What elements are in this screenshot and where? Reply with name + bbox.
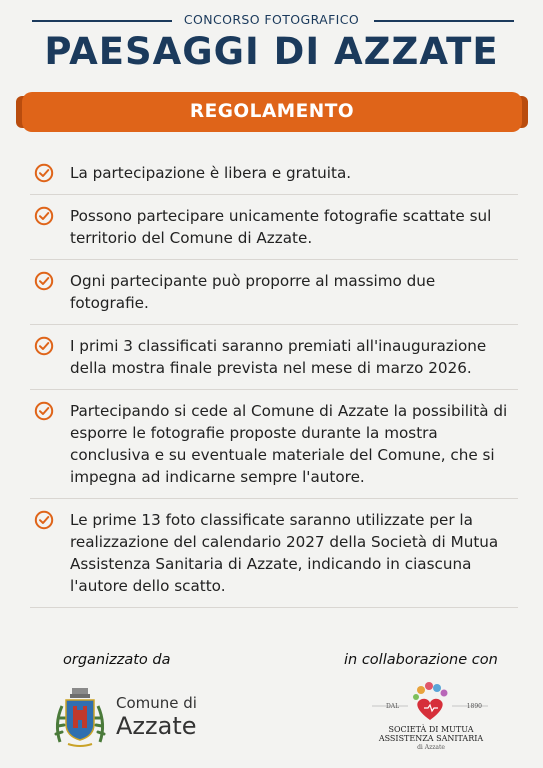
check-circle-icon [34,163,54,183]
rule-text: La partecipazione è libera e gratuita. [70,164,352,182]
rules-list [30,152,518,608]
rule-text: Possono partecipare unicamente fotografie scattate sul territorio del Comune di Azzate. [70,207,492,247]
rule-item [30,260,518,325]
rule-text: I primi 3 classificati saranno premiati all'inaugurazione della mostra finale prevista nel mese di marzo 2026. [70,337,487,377]
coat-of-arms-icon [50,684,110,750]
rule-text: Le prime 13 foto classificate saranno utilizzate per la realizzazione del calendario 2027 della Società di Mutua Assistenza Sanitaria di Azzate, indicando in ciascuna l'autore dello scatto. [70,511,499,595]
collaboration-label: in collaborazione con [344,652,498,668]
check-circle-icon [34,336,54,356]
azzate-label: Azzate [116,712,197,740]
regolamento-banner [22,92,522,132]
society-name-line2: ASSISTENZA SANITARIA [378,734,484,743]
societa-mutua-logo [366,680,496,752]
comune-label: Comune di [116,694,197,712]
rule-item [30,152,518,195]
rule-item [30,325,518,390]
rule-text: Partecipando si cede al Comune di Azzate la possibilità di esporre le fotografie proposte durante la mostra conclusiva e su eventuale materiale del Comune, che si impegna ad indicarne sempre l'autore. [70,402,508,486]
society-year: 1890 [466,703,482,710]
society-dal: DAL [386,703,400,710]
check-circle-icon [34,401,54,421]
subtitle-row [0,8,543,32]
divider-right [374,20,514,22]
society-name-line3: di Azzate [417,744,445,751]
check-circle-icon [34,510,54,530]
comune-azzate-logo [50,684,210,750]
rule-item [30,195,518,260]
contest-subtitle: CONCORSO FOTOGRAFICO [183,12,360,27]
banner-label: REGOLAMENTO [189,101,355,122]
page-title: PAESAGGI DI AZZATE [44,30,499,73]
society-name-line1: SOCIETÀ DI MUTUA [388,725,474,734]
rule-text: Ogni partecipante può proporre al massimo due fotografie. [70,272,436,312]
organized-by-label: organizzato da [63,652,171,668]
check-circle-icon [34,206,54,226]
rule-item [30,390,518,499]
society-emblem-icon [366,680,496,724]
rule-item [30,499,518,608]
check-circle-icon [34,271,54,291]
